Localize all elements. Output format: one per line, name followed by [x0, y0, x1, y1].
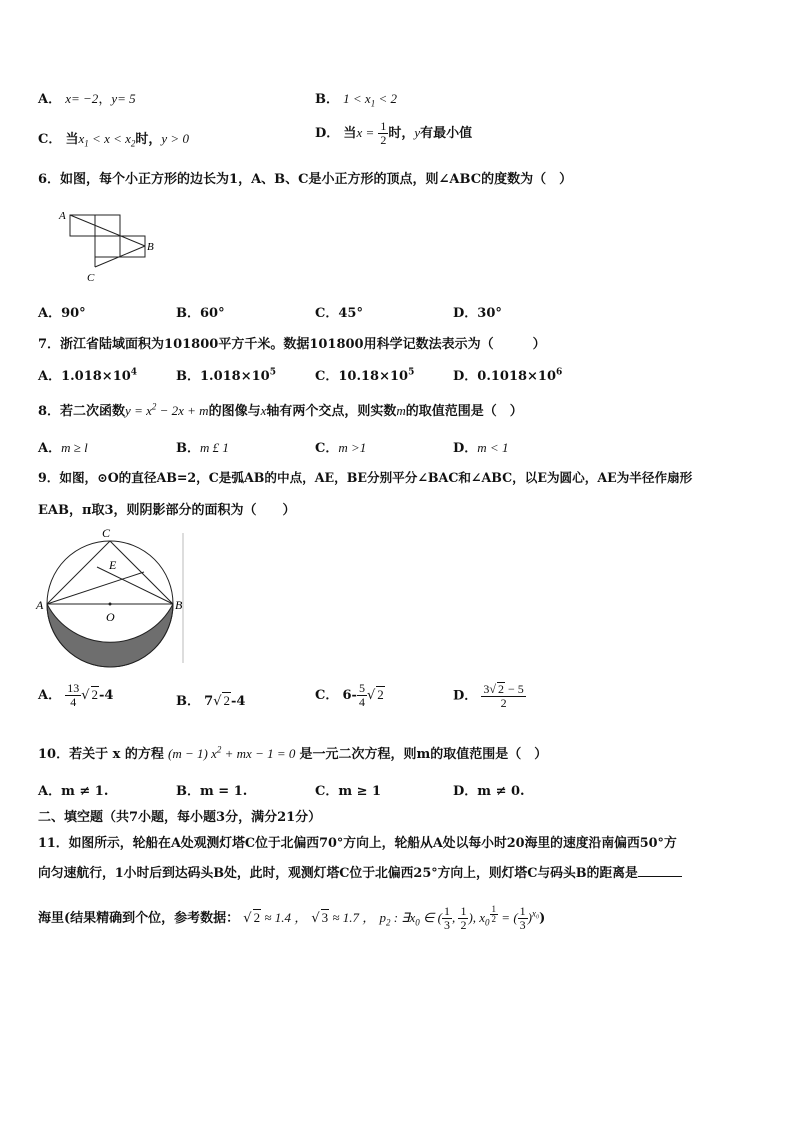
point-label-a: A — [36, 598, 44, 612]
math-text: = ( — [498, 910, 518, 925]
fraction — [481, 682, 525, 710]
exponent: 6 — [556, 367, 563, 378]
option-label: B． — [176, 369, 200, 384]
option-label: C． — [315, 306, 339, 321]
option-text: m >1 — [338, 440, 367, 455]
option-label: B． — [315, 92, 339, 107]
option-text: m ≥ 1 — [338, 784, 382, 799]
math-text: = 5 — [117, 91, 136, 106]
math-var: m — [396, 403, 406, 418]
denominator: 3 — [443, 918, 450, 932]
numerator: 1 — [460, 904, 467, 918]
radicand: 2 — [498, 682, 505, 696]
point-label-e: E — [109, 558, 117, 572]
q8-option-a — [38, 437, 88, 456]
numerator: 5 — [358, 681, 365, 695]
exponent: 2 — [216, 744, 222, 755]
option-label: C． — [315, 784, 339, 799]
bisector-ae — [47, 572, 144, 604]
option-label: A． — [38, 784, 62, 799]
q7-option-c — [315, 365, 414, 384]
option-label: D． — [453, 441, 478, 456]
numerator: 1 — [491, 904, 497, 914]
fraction — [442, 905, 452, 932]
exponent-fraction — [490, 905, 499, 924]
math-sub: 2 — [385, 917, 391, 928]
numerator: 1 — [519, 904, 526, 918]
q10-option-d — [453, 780, 525, 799]
grid-square — [120, 236, 145, 257]
math-sub: 0 — [485, 917, 490, 928]
q8-option-b — [176, 437, 229, 456]
option-text: 0.1018×10 — [477, 369, 557, 384]
denominator: 2 — [491, 914, 497, 924]
option-text: 60° — [200, 306, 225, 321]
point-label-a: A — [59, 210, 66, 222]
point-label-b: B — [147, 241, 154, 253]
denominator: 4 — [358, 695, 365, 709]
q10-option-b — [176, 780, 247, 799]
q10-stem — [38, 743, 547, 762]
sqrt-symbol: √ — [311, 911, 320, 926]
center-point-o — [109, 603, 112, 606]
option-label: C． — [38, 132, 62, 147]
radicand: 2 — [377, 687, 384, 702]
text: 向匀速航行，1小时后到达码头B处，此时，观测灯塔C位于北偏西25°方向上，则灯塔C与码头B的距离是 — [38, 866, 638, 881]
fraction — [357, 682, 367, 709]
denominator: 2 — [380, 133, 387, 147]
option-text: 1.018×10 — [61, 369, 131, 384]
text: 8．若二次函数 — [38, 404, 126, 419]
fraction — [458, 905, 468, 932]
option-label: C． — [315, 441, 339, 456]
q9-option-a — [38, 682, 113, 709]
point-label-o: O — [106, 610, 115, 624]
sqrt-symbol: √ — [213, 694, 222, 709]
q6-option-d — [453, 302, 502, 321]
option-label: D． — [453, 784, 478, 799]
math-text: x = — [356, 125, 375, 140]
denominator: 4 — [70, 695, 77, 709]
sqrt-symbol: √ — [243, 911, 252, 926]
q8-stem — [38, 400, 523, 419]
q6-grid-figure — [55, 205, 170, 287]
option-label: A． — [38, 369, 62, 384]
q9-option-b — [176, 690, 245, 709]
option-label: D． — [453, 688, 478, 704]
point-label-c: C — [102, 526, 111, 540]
option-label: A． — [38, 92, 62, 107]
math-var: x — [78, 131, 85, 146]
q8-option-d — [453, 437, 508, 456]
option-label: D． — [453, 306, 478, 321]
math-text: y > 0 — [161, 131, 189, 146]
numerator-coef: 3 — [483, 682, 490, 696]
exponent: 2 — [151, 401, 157, 412]
option-text: m ≠ 0. — [477, 784, 525, 799]
text: 有最小值 — [420, 126, 473, 141]
numerator: 1 — [443, 904, 450, 918]
option-text: m ≠ 1. — [61, 784, 109, 799]
q5-option-b — [315, 88, 397, 109]
q9-option-c — [315, 682, 385, 709]
option-label: B． — [176, 694, 200, 709]
radicand: 2 — [253, 910, 261, 925]
math-text: < x < x — [88, 131, 131, 146]
chord-ac — [47, 541, 110, 604]
q11-line2 — [38, 862, 682, 881]
math-sub: 1 — [370, 98, 376, 109]
q5-option-a — [38, 88, 136, 107]
q10-option-a — [38, 780, 108, 799]
option-label: B． — [176, 784, 200, 799]
option-label: B． — [176, 306, 200, 321]
math-var: x — [65, 91, 72, 106]
q11-line3 — [38, 905, 545, 932]
option-text: 30° — [477, 306, 502, 321]
radicand: 2 — [91, 687, 99, 702]
math-text: = −2 — [71, 91, 99, 106]
segment-ab — [70, 215, 145, 246]
math-text: + mx − 1 = 0 — [221, 746, 296, 761]
q9-option-d — [453, 682, 526, 710]
numerator-rest: − 5 — [505, 682, 524, 696]
text: 当 — [65, 132, 79, 147]
math-var: y — [111, 91, 118, 106]
option-text: 90° — [61, 306, 86, 321]
option-text: m < 1 — [477, 440, 509, 455]
option-text: -4 — [99, 688, 114, 703]
q6-option-b — [176, 302, 225, 321]
math-var: x — [260, 403, 267, 418]
section-heading: 二、填空题（共7小题，每小题3分，满分21分） — [38, 810, 322, 825]
option-label: A． — [38, 306, 62, 321]
math-sub: 2 — [130, 138, 136, 149]
math-var: p — [379, 910, 386, 925]
sqrt-symbol: √ — [81, 688, 90, 703]
option-text: 7 — [204, 694, 214, 709]
q7-stem: 7．浙江省陆域面积为101800平方千米。数据101800用科学记数法表示为（ ） — [38, 337, 546, 352]
math-text: , — [451, 910, 459, 925]
option-label: D． — [315, 126, 340, 141]
fraction — [65, 682, 81, 709]
q9-stem-line2: EAB，π取3，则阴影部分的面积为（ ） — [38, 503, 296, 518]
bisector-be — [97, 567, 173, 604]
point-label-b: B — [175, 598, 183, 612]
denominator: 2 — [460, 918, 467, 932]
math-text: < 2 — [375, 91, 397, 106]
option-text: 45° — [338, 306, 363, 321]
text: 当 — [343, 126, 357, 141]
denominator: 2 — [500, 696, 507, 710]
q10-option-c — [315, 780, 381, 799]
math-var: y — [414, 125, 421, 140]
grid-square — [95, 215, 120, 236]
text: ) — [539, 911, 546, 926]
math-sub: 1 — [84, 138, 89, 149]
exponent: 5 — [269, 367, 276, 378]
text: 海里(结果精确到个位，参考数据： — [38, 911, 240, 926]
option-label: B． — [176, 441, 200, 456]
numerator: 3√ 2 − 5 — [483, 682, 524, 696]
math-text: 1 < x — [343, 91, 371, 106]
text: 时， — [388, 126, 415, 141]
option-label: C． — [315, 688, 339, 703]
option-text: -4 — [230, 694, 246, 709]
q11-line1: 11．如图所示，轮船在A处观测灯塔C位于北偏西70°方向上，轮船从A处以每小时20海里的速度沿南偏西50°方 — [38, 836, 677, 851]
radicand: 3 — [321, 910, 329, 925]
numerator: 13 — [67, 681, 80, 695]
math-text: ≈ 1.4 ， — [261, 910, 308, 925]
option-label: D． — [453, 369, 478, 384]
exponent: 4 — [130, 367, 138, 378]
option-text: m = 1. — [200, 784, 248, 799]
q5-option-d — [315, 120, 472, 147]
q7-option-b — [176, 365, 276, 384]
fraction — [378, 120, 388, 147]
math-text: ) — [527, 910, 532, 925]
q5-option-c — [38, 128, 189, 149]
q9-stem-line1: 9．如图，⊙O的直径AB=2，C是弧AB的中点，AE，BE分别平分∠BAC和∠ABC，以E为圆心，AE为半径作扇形 — [38, 470, 693, 485]
math-text: ), x — [468, 910, 486, 925]
text: 时， — [135, 132, 162, 147]
text: 的图像与 — [208, 404, 261, 419]
math-text: ∈ ( — [419, 910, 442, 925]
grid-square — [95, 236, 120, 257]
math-text: − 2x + m — [156, 403, 209, 418]
grid-square — [70, 215, 95, 236]
text: 的取值范围是（ ） — [405, 404, 523, 419]
exponent: x₀ — [532, 908, 540, 919]
math-text: (m − 1) x — [168, 746, 217, 761]
q9-circle-figure — [35, 523, 190, 668]
option-text: m ≥ l — [61, 440, 88, 455]
q6-stem: 6．如图，每个小正方形的边长为1，A、B、C是小正方形的顶点，则∠ABC的度数为（ ） — [38, 172, 573, 187]
option-text: 10.18×10 — [338, 369, 409, 384]
exponent: 5 — [408, 367, 415, 378]
math-text: ≈ 1.7 ， — [329, 910, 376, 925]
numerator: 1 — [380, 119, 387, 133]
q6-option-c — [315, 302, 363, 321]
text: 轴有两个交点，则实数 — [266, 404, 397, 419]
radicand: 2 — [223, 693, 230, 708]
option-label: A． — [38, 441, 62, 456]
option-text: 1.018×10 — [200, 369, 270, 384]
denominator: 3 — [519, 918, 526, 932]
q8-option-c — [315, 437, 366, 456]
option-label: C． — [315, 369, 339, 384]
answer-blank[interactable] — [638, 864, 682, 877]
text: 10．若关于 x 的方程 — [38, 747, 164, 762]
q7-option-a — [38, 365, 137, 384]
text: 是一元二次方程，则m的取值范围是（ ） — [299, 747, 548, 762]
option-text: m £ 1 — [200, 440, 229, 455]
point-label-c: C — [87, 272, 95, 284]
q6-option-a — [38, 302, 86, 321]
math-text: : ∃x — [390, 910, 416, 925]
option-text: 6- — [342, 688, 357, 703]
math-text: y = x — [125, 403, 152, 418]
fraction — [518, 905, 528, 932]
q7-option-d — [453, 365, 562, 384]
sqrt-symbol: √ — [366, 688, 376, 703]
separator: ， — [98, 92, 112, 107]
option-label: A． — [38, 688, 62, 703]
math-sub: 0 — [415, 917, 420, 928]
